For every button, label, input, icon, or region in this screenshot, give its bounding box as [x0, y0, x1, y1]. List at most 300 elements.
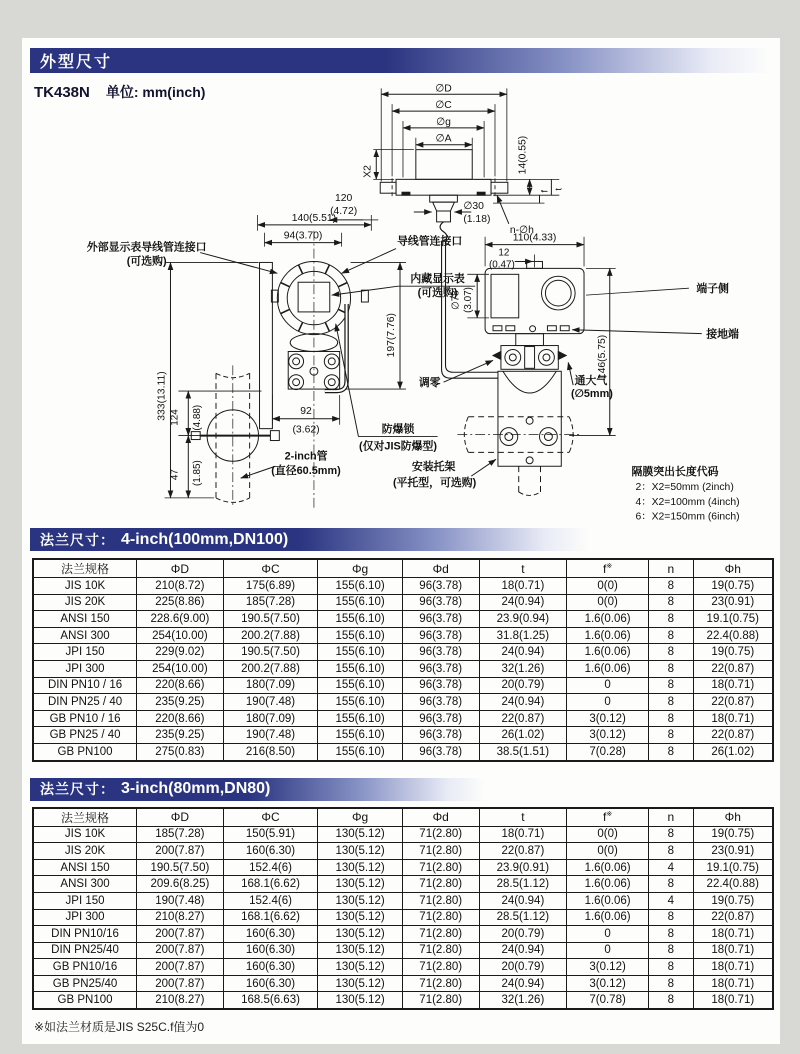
dimension-cell: 200(7.87): [137, 942, 224, 959]
dimension-cell: 20(0.79): [479, 926, 566, 943]
side-view-labels: [419, 233, 739, 400]
table-row: [33, 578, 773, 595]
dimension-cell: 71(2.80): [402, 909, 479, 926]
section-banner-flange-3inch: [30, 778, 485, 801]
dimension-cell: 24(0.94): [479, 644, 566, 661]
table-row: [33, 627, 773, 644]
dimension-cell: 22(0.87): [479, 710, 566, 727]
dimension-cell: 180(7.09): [223, 710, 318, 727]
dim-n-holes: n-∅h: [509, 224, 534, 236]
column-header: ΦD: [137, 559, 224, 578]
column-header: 法兰规格: [33, 559, 137, 578]
dimension-cell: 130(5.12): [318, 975, 402, 992]
flange-spec-cell: GB PN25 / 40: [33, 727, 137, 744]
flange-material-footnote: ※如法兰材质是JIS S25C.f值为0: [34, 1020, 205, 1035]
table-row: [33, 644, 773, 661]
dimension-cell: 190(7.48): [137, 892, 224, 909]
dimension-cell: 8: [649, 926, 693, 943]
dim-phig: ∅g: [436, 116, 451, 128]
table-header-row: [33, 808, 773, 827]
dimension-cell: 23(0.91): [693, 594, 773, 611]
dimension-cell: 18(0.71): [693, 926, 773, 943]
table-row: [33, 992, 773, 1009]
dimension-cell: 18(0.71): [479, 578, 566, 595]
dimension-cell: 168.1(6.62): [223, 876, 318, 893]
dim-12: 12: [498, 247, 510, 259]
flange-spec-cell: JIS 20K: [33, 843, 137, 860]
table-row: [33, 611, 773, 628]
table-row: [33, 727, 773, 744]
dim-30-inch: (1.18): [463, 213, 491, 225]
table-row: [33, 909, 773, 926]
dimension-drawing: [30, 80, 772, 528]
dim-47: 47: [169, 469, 181, 481]
dimension-cell: 8: [649, 909, 693, 926]
dimension-cell: 19(0.75): [693, 826, 773, 843]
dimension-cell: 130(5.12): [318, 876, 402, 893]
dimension-cell: 28.5(1.12): [479, 876, 566, 893]
dimension-cell: 71(2.80): [402, 975, 479, 992]
dimension-cell: 200.2(7.88): [223, 627, 318, 644]
dim-124: 124: [169, 409, 181, 426]
flange-spec-cell: GB PN100: [33, 992, 137, 1009]
flange-spec-cell: JPI 300: [33, 660, 137, 677]
dimension-cell: 26(1.02): [693, 743, 773, 760]
dimension-cell: 23.9(0.94): [479, 611, 566, 628]
column-header: ΦC: [223, 808, 318, 827]
dimension-cell: 22(0.87): [479, 843, 566, 860]
table-row: [33, 660, 773, 677]
dimension-cell: 3(0.12): [567, 975, 649, 992]
dim-94: 94(3.70): [283, 230, 323, 242]
column-header: ΦC: [223, 559, 318, 578]
flange-spec-cell: GB PN10 / 16: [33, 710, 137, 727]
dimension-cell: 130(5.12): [318, 959, 402, 976]
dimension-cell: 130(5.12): [318, 992, 402, 1009]
dim-phiA: ∅A: [435, 133, 452, 145]
dimension-cell: 160(6.30): [223, 959, 318, 976]
dimension-cell: 96(3.78): [402, 694, 479, 711]
dimension-cell: 1.6(0.06): [567, 892, 649, 909]
datasheet-page: [22, 38, 780, 1044]
dimension-cell: 22.4(0.88): [693, 876, 773, 893]
dimension-cell: 0: [567, 694, 649, 711]
dimension-cell: 8: [649, 942, 693, 959]
flange-spec-cell: GB PN10/16: [33, 959, 137, 976]
dimension-cell: 8: [649, 876, 693, 893]
dimension-cell: 20(0.79): [479, 959, 566, 976]
dimension-cell: 130(5.12): [318, 843, 402, 860]
table-row: [33, 826, 773, 843]
callout-atmosphere-vent-size: (∅5mm): [570, 387, 613, 400]
dimension-cell: 19.1(0.75): [693, 611, 773, 628]
dimension-cell: 24(0.94): [479, 942, 566, 959]
dim-f: f: [539, 189, 550, 193]
dimension-cell: 71(2.80): [402, 926, 479, 943]
dimension-cell: 220(8.66): [137, 710, 224, 727]
callout-zero-adjustment: 调零: [418, 377, 441, 390]
column-header: n: [649, 808, 693, 827]
flange-spec-cell: ANSI 150: [33, 859, 137, 876]
dimension-cell: 96(3.78): [402, 644, 479, 661]
dimension-cell: 24(0.94): [479, 694, 566, 711]
flange-dimensions-table-3inch: [32, 807, 774, 1011]
dim-197: 197(7.76): [386, 313, 398, 358]
dimension-cell: 8: [649, 578, 693, 595]
table-header-row: [33, 559, 773, 578]
table-row: [33, 694, 773, 711]
table-row: [33, 843, 773, 860]
flange-spec-cell: JIS 10K: [33, 578, 137, 595]
dimension-cell: 155(6.10): [318, 627, 402, 644]
dimension-cell: 19(0.75): [693, 892, 773, 909]
dimension-cell: 1.6(0.06): [567, 660, 649, 677]
dimension-cell: 225(8.86): [137, 594, 224, 611]
flange-spec-cell: GB PN100: [33, 743, 137, 760]
dimension-cell: 130(5.12): [318, 859, 402, 876]
dimension-cell: 22(0.87): [693, 909, 773, 926]
dimension-cell: 7(0.78): [567, 992, 649, 1009]
dimension-cell: 155(6.10): [318, 743, 402, 760]
dimension-cell: 8: [649, 627, 693, 644]
dimension-cell: 71(2.80): [402, 843, 479, 860]
dimension-cell: 1.6(0.06): [567, 859, 649, 876]
dimension-cell: 7(0.28): [567, 743, 649, 760]
dimension-cell: 152.4(6): [223, 859, 318, 876]
dimension-cell: 0: [567, 926, 649, 943]
dim-92: 92: [300, 405, 312, 417]
dimension-cell: 185(7.28): [137, 826, 224, 843]
dimension-cell: 18(0.71): [693, 975, 773, 992]
column-header: ΦD: [137, 808, 224, 827]
dimension-cell: 275(0.83): [137, 743, 224, 760]
unit-label: 单位: mm(inch): [105, 84, 206, 100]
dimension-cell: 0: [567, 677, 649, 694]
dim-146: 146(5.75): [596, 334, 608, 380]
dimension-cell: 8: [649, 660, 693, 677]
dimension-cell: 4: [649, 892, 693, 909]
table-row: [33, 892, 773, 909]
dimension-cell: 130(5.12): [318, 942, 402, 959]
dimension-cell: 200(7.87): [137, 926, 224, 943]
dim-x2: X2: [362, 165, 374, 178]
code-note-line-2: 4：X2=100mm (4inch): [635, 496, 740, 508]
flange-spec-cell: JPI 150: [33, 892, 137, 909]
dimension-cell: 96(3.78): [402, 611, 479, 628]
dimension-cell: 22.4(0.88): [693, 627, 773, 644]
dimension-cell: 28.5(1.12): [479, 909, 566, 926]
column-header: f※: [567, 808, 649, 827]
dimension-cell: 155(6.10): [318, 611, 402, 628]
dimension-cell: 155(6.10): [318, 594, 402, 611]
dimension-cell: 0(0): [567, 843, 649, 860]
dim-12-inch: (0.47): [489, 259, 515, 271]
dimension-cell: 1.6(0.06): [567, 627, 649, 644]
table-row: [33, 959, 773, 976]
callout-ground-terminal: 接地端: [706, 328, 739, 341]
callout-mounting-bracket-note: (平托型，可选购): [392, 477, 477, 490]
dimension-cell: 210(8.27): [137, 909, 224, 926]
dimension-cell: 31.8(1.25): [479, 627, 566, 644]
dimension-cell: 210(8.72): [137, 578, 224, 595]
code-note-line-1: 2：X2=50mm (2inch): [635, 481, 734, 493]
dimension-cell: 71(2.80): [402, 992, 479, 1009]
dimension-cell: 0(0): [567, 594, 649, 611]
dimension-cell: 155(6.10): [318, 710, 402, 727]
dim-110: 110(4.33): [512, 232, 557, 244]
dimension-cell: 190.5(7.50): [223, 644, 318, 661]
dimension-cell: 22(0.87): [693, 727, 773, 744]
dimension-cell: 190(7.48): [223, 694, 318, 711]
dimension-cell: 18(0.71): [693, 992, 773, 1009]
dimension-cell: 18(0.71): [693, 710, 773, 727]
dimension-cell: 96(3.78): [402, 677, 479, 694]
flange-size-label: 法兰尺寸：: [40, 781, 115, 798]
dim-t: t: [553, 187, 564, 191]
dimension-cell: 8: [649, 677, 693, 694]
callout-built-in-display: 内藏显示表: [410, 273, 465, 286]
dimension-cell: 96(3.78): [402, 578, 479, 595]
dim-333: 333(13.11): [156, 371, 168, 421]
dimension-cell: 71(2.80): [402, 892, 479, 909]
dimension-cell: 254(10.00): [137, 627, 224, 644]
dimension-cell: 22(0.87): [693, 694, 773, 711]
flange-spec-cell: DIN PN25/40: [33, 942, 137, 959]
dimension-cell: 8: [649, 743, 693, 760]
dimension-cell: 1.6(0.06): [567, 909, 649, 926]
dimension-cell: 175(6.89): [223, 578, 318, 595]
dimension-cell: 8: [649, 826, 693, 843]
dimension-cell: 155(6.10): [318, 578, 402, 595]
dim-78-inch: (3.07): [463, 287, 475, 313]
column-header: Φg: [318, 808, 402, 827]
dimension-cell: 216(8.50): [223, 743, 318, 760]
dimension-cell: 8: [649, 992, 693, 1009]
dimension-cell: 160(6.30): [223, 975, 318, 992]
dimension-cell: 96(3.78): [402, 594, 479, 611]
dimension-cell: 19(0.75): [693, 578, 773, 595]
callout-mounting-bracket: 安装托架: [411, 461, 456, 474]
dimension-cell: 200.2(7.88): [223, 660, 318, 677]
dimension-cell: 254(10.00): [137, 660, 224, 677]
dimension-cell: 1.6(0.06): [567, 644, 649, 661]
dim-phiD: ∅D: [435, 83, 452, 95]
dimension-cell: 190.5(7.50): [223, 611, 318, 628]
dimension-cell: 20(0.79): [479, 677, 566, 694]
dimension-cell: 155(6.10): [318, 727, 402, 744]
dimension-cell: 96(3.78): [402, 743, 479, 760]
column-header: t: [479, 808, 566, 827]
dimension-cell: 200(7.87): [137, 843, 224, 860]
dimension-cell: 96(3.78): [402, 627, 479, 644]
column-header: Φd: [402, 808, 479, 827]
column-header: Φh: [693, 808, 773, 827]
dimension-cell: 180(7.09): [223, 677, 318, 694]
dimension-cell: 19(0.75): [693, 644, 773, 661]
dimension-cell: 1.6(0.06): [567, 876, 649, 893]
dimension-cell: 8: [649, 710, 693, 727]
dimension-cell: 150(5.91): [223, 826, 318, 843]
callout-explosion-proof-lock: 防爆锁: [381, 423, 415, 436]
dimension-cell: 228.6(9.00): [137, 611, 224, 628]
dimension-cell: 190.5(7.50): [137, 859, 224, 876]
front-view-labels: [87, 213, 477, 489]
flange-size-label: 法兰尺寸：: [40, 531, 115, 548]
dimension-cell: 200(7.87): [137, 975, 224, 992]
callout-2inch-pipe-diameter: (直径60.5mm): [271, 465, 341, 478]
flange-spec-cell: DIN PN25 / 40: [33, 694, 137, 711]
flange-spec-cell: JIS 20K: [33, 594, 137, 611]
column-header: n: [649, 559, 693, 578]
dimension-cell: 168.5(6.63): [223, 992, 318, 1009]
dimension-cell: 155(6.10): [318, 644, 402, 661]
flange-spec-cell: JPI 150: [33, 644, 137, 661]
table-row: [33, 743, 773, 760]
flange-size-value: 3-inch(80mm,DN80): [121, 780, 271, 798]
dimension-cell: 155(6.10): [318, 677, 402, 694]
section-banner-flange-4inch: [30, 528, 590, 551]
dimension-cell: 19.1(0.75): [693, 859, 773, 876]
dimension-cell: 24(0.94): [479, 975, 566, 992]
dimension-cell: 160(6.30): [223, 942, 318, 959]
code-note-title: 隔膜突出长度代码: [631, 466, 719, 479]
dim-47-inch: (1.85): [192, 460, 204, 487]
dim-124-inch: (4.88): [192, 404, 204, 431]
flange-spec-cell: ANSI 150: [33, 611, 137, 628]
dimension-cell: 32(1.26): [479, 992, 566, 1009]
callout-atmosphere-vent: 通大气: [574, 375, 608, 388]
column-header: t: [479, 559, 566, 578]
table-row: [33, 859, 773, 876]
dimension-cell: 160(6.30): [223, 926, 318, 943]
dimension-cell: 0(0): [567, 578, 649, 595]
dimension-cell: 3(0.12): [567, 727, 649, 744]
dimension-cell: 24(0.94): [479, 892, 566, 909]
callout-external-display-conduit-note: (可选购): [126, 255, 167, 268]
dimension-cell: 209.6(8.25): [137, 876, 224, 893]
dimension-cell: 235(9.25): [137, 694, 224, 711]
flange-spec-cell: JIS 10K: [33, 826, 137, 843]
dimension-cell: 1.6(0.06): [567, 611, 649, 628]
dim-14: 14(0.55): [517, 135, 529, 175]
section-title: 外型尺寸: [40, 54, 113, 71]
flange-spec-cell: GB PN25/40: [33, 975, 137, 992]
dimension-cell: 24(0.94): [479, 594, 566, 611]
dimension-cell: 229(9.02): [137, 644, 224, 661]
column-header: 法兰规格: [33, 808, 137, 827]
dimension-cell: 3(0.12): [567, 710, 649, 727]
dimension-cell: 23(0.91): [693, 843, 773, 860]
dimension-cell: 155(6.10): [318, 660, 402, 677]
dim-120-inch: (4.72): [330, 205, 358, 217]
column-header: f※: [567, 559, 649, 578]
dimension-cell: 26(1.02): [479, 727, 566, 744]
table-row: [33, 677, 773, 694]
dimension-cell: 18(0.71): [693, 942, 773, 959]
table-row: [33, 594, 773, 611]
dim-92-inch: (3.62): [292, 424, 320, 436]
callout-external-display-conduit: 外部显示表导线管连接口: [86, 241, 207, 254]
dimension-cell: 155(6.10): [318, 694, 402, 711]
dimension-cell: 0(0): [567, 826, 649, 843]
dimension-cell: 71(2.80): [402, 959, 479, 976]
column-header: Φg: [318, 559, 402, 578]
dimension-cell: 32(1.26): [479, 660, 566, 677]
callout-terminal-side: 端子侧: [696, 283, 729, 296]
dimension-cell: 71(2.80): [402, 876, 479, 893]
section-banner-outline-dimensions: [30, 48, 770, 73]
flange-section-labels: [330, 83, 563, 235]
dimension-cell: 4: [649, 859, 693, 876]
callout-built-in-display-note: (可选购): [417, 287, 458, 300]
dimension-cell: 71(2.80): [402, 859, 479, 876]
dimension-cell: 8: [649, 843, 693, 860]
dim-78: ∅78: [450, 290, 462, 310]
dimension-cell: 152.4(6): [223, 892, 318, 909]
dimension-cell: 235(9.25): [137, 727, 224, 744]
dimension-cell: 8: [649, 644, 693, 661]
dim-30: ∅30: [463, 201, 484, 213]
dimension-cell: 22(0.87): [693, 660, 773, 677]
dimension-cell: 8: [649, 727, 693, 744]
dimension-cell: 0: [567, 942, 649, 959]
callout-2inch-pipe: 2-inch管: [284, 450, 328, 463]
dimension-cell: 130(5.12): [318, 826, 402, 843]
dimension-cell: 23.9(0.91): [479, 859, 566, 876]
dimension-cell: 8: [649, 611, 693, 628]
dimension-cell: 190(7.48): [223, 727, 318, 744]
table-row: [33, 926, 773, 943]
column-header: Φh: [693, 559, 773, 578]
table-row: [33, 975, 773, 992]
flange-spec-cell: JPI 300: [33, 909, 137, 926]
dimension-cell: 185(7.28): [223, 594, 318, 611]
dimension-cell: 8: [649, 694, 693, 711]
flange-size-value: 4-inch(100mm,DN100): [121, 530, 289, 548]
callout-explosion-proof-lock-note: (仅对JIS防爆型): [359, 440, 438, 453]
transmitter-side-view: [444, 237, 702, 496]
dimension-cell: 220(8.66): [137, 677, 224, 694]
dimension-cell: 8: [649, 594, 693, 611]
dimension-cell: 38.5(1.51): [479, 743, 566, 760]
flange-dimensions-table-4inch: [32, 558, 774, 762]
dimension-cell: 130(5.12): [318, 892, 402, 909]
model-number: TK438N: [34, 84, 90, 101]
dimension-cell: 130(5.12): [318, 926, 402, 943]
flange-spec-cell: ANSI 300: [33, 627, 137, 644]
table-row: [33, 876, 773, 893]
table-row: [33, 942, 773, 959]
dimension-cell: 71(2.80): [402, 942, 479, 959]
column-header: Φd: [402, 559, 479, 578]
dimension-cell: 96(3.78): [402, 727, 479, 744]
flange-spec-cell: DIN PN10 / 16: [33, 677, 137, 694]
diaphragm-length-code-note: [632, 464, 740, 523]
dimension-cell: 8: [649, 975, 693, 992]
flange-spec-cell: ANSI 300: [33, 876, 137, 893]
dimension-cell: 8: [649, 959, 693, 976]
dimension-cell: 130(5.12): [318, 909, 402, 926]
dimension-cell: 71(2.80): [402, 826, 479, 843]
dim-140: 140(5.51): [291, 212, 337, 224]
dimension-cell: 168.1(6.62): [223, 909, 318, 926]
dim-phiC: ∅C: [435, 100, 452, 112]
dimension-cell: 96(3.78): [402, 710, 479, 727]
dimension-cell: 210(8.27): [137, 992, 224, 1009]
code-note-line-3: 6：X2=150mm (6inch): [635, 511, 740, 523]
callout-conduit-connection: 导线管连接口: [397, 235, 463, 248]
dimension-cell: 3(0.12): [567, 959, 649, 976]
